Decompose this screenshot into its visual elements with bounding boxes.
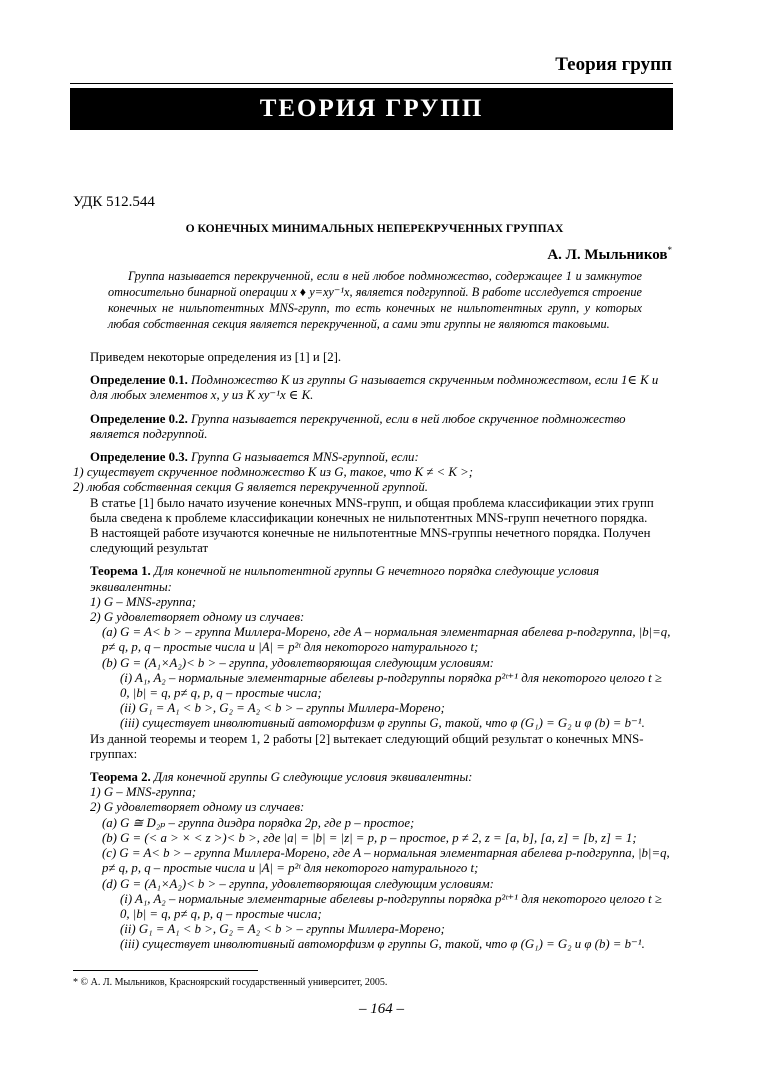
definition-0-2 [90, 412, 673, 442]
definition-label: Определение 0.3. [90, 450, 188, 465]
header-rule [70, 83, 673, 84]
theorem-line: (ii) G₁ = A₁ < b >, G₂ = A₂ < b > – группы Миллера-Морено; [120, 701, 445, 716]
theorem-line: (i) A₁, A₂ – нормальные элементарные абелевы p-подгруппы порядка p²ᵗ⁺¹ для некоторого целого t ≥ 0, |b| = q, p≠ q, p, q – простые числа; [120, 891, 662, 921]
author-footnote-mark: * [667, 245, 672, 255]
section-banner: ТЕОРИЯ ГРУПП [70, 88, 673, 130]
article-title: О КОНЕЧНЫХ МИНИМАЛЬНЫХ НЕПЕРЕКРУЧЕННЫХ ГРУППАХ [185, 222, 564, 235]
theorem-1 [90, 564, 673, 594]
theorem-text: Для конечной группы G следующие условия эквивалентны: [153, 770, 473, 785]
definition-text: Группа G называется MNS-группой, если: [191, 450, 419, 465]
theorem-label: Теорема 2. [90, 770, 151, 785]
running-header: Теория групп [555, 54, 672, 75]
paragraph: В статье [1] было начато изучение конечных MNS-групп, и общая проблема классификации этих групп была сведена к проблеме классификации конечных не нильпотентных MNS-групп нечетного порядка. [90, 495, 654, 525]
theorem-line: (d) G = (A₁×A₂)< b > – группа, удовлетворяющая следующим условиям: [102, 876, 494, 891]
theorem-2 [90, 770, 673, 785]
paragraph: В настоящей работе изучаются конечные не нильпотентные MNS-группы нечетного порядка. Получен следующий результат [90, 526, 651, 556]
theorem-label: Теорема 1. [90, 564, 151, 579]
theorem-line: (a) G = A< b > – группа Миллера-Морено, где A – нормальная элементарная абелева p-подгруппа, |b|=q, p≠ q, p, q – простые числа и |A| = p²ᵗ для некоторого натурального t; [102, 625, 671, 655]
author-name: А. Л. Мыльников [547, 247, 668, 263]
paragraph: Из данной теоремы и теорем 1, 2 работы [2] вытекает следующий общий результат о конечных MNS-группах: [90, 731, 644, 761]
theorem-line: (a) G ≅ D₂ₚ – группа диэдра порядка 2p, где p – простое; [102, 815, 415, 830]
abstract: Группа называется перекрученной, если в ней любое подмножество, содержащее 1 и замкнутое относительно бинарной операции x ♦ y=xy⁻¹x, является подгруппой. В работе исследуется строение конечных не нильпотентных MNS-групп, то есть конечных не нильпотентных групп, у которых любая собственная секция является перекрученной, а сами эти группы не являются таковыми. [108, 269, 642, 331]
theorem-line: (iii) существует инволютивный автоморфизм φ группы G, такой, что φ (G₁) = G₂ и φ (b) = b⁻¹. [120, 716, 645, 731]
intro-paragraph: Приведем некоторые определения из [1] и [2]. [90, 350, 342, 364]
footnote-rule [73, 970, 258, 971]
theorem-line: (b) G = (A₁×A₂)< b > – группа, удовлетворяющая следующим условиям: [102, 655, 494, 670]
theorem-line: (ii) G₁ = A₁ < b >, G₂ = A₂ < b > – группы Миллера-Морено; [120, 922, 445, 937]
udc-code: УДК 512.544 [73, 194, 155, 210]
theorem-text: Для конечной не нильпотентной группы G нечетного порядка следующие условия эквивалентны: [90, 564, 600, 594]
definition-0-3 [90, 450, 673, 465]
author [547, 245, 672, 264]
theorem-line: 1) G – MNS-группа; [90, 594, 197, 609]
page-number: – 164 – [359, 1001, 404, 1017]
article-body [73, 350, 673, 953]
definition-label: Определение 0.2. [90, 411, 188, 426]
definition-0-1 [90, 373, 673, 403]
theorem-line: (iii) существует инволютивный автоморфизм φ группы G, такой, что φ (G₁) = G₂ и φ (b) = b⁻¹. [120, 937, 645, 952]
footnote: * © А. Л. Мыльников, Красноярский государственный университет, 2005. [73, 977, 388, 988]
definition-item: 1) существует скрученное подмножество K из G, такое, что K ≠ < K >; [73, 465, 474, 480]
definition-text: Группа называется перекрученной, если в ней любое скрученное подмножество является подгруппой. [90, 411, 626, 441]
theorem-line: 2) G удовлетворяет одному из случаев: [90, 800, 305, 815]
theorem-line: (i) A₁, A₂ – нормальные элементарные абелевы p-подгруппы порядка p²ᵗ⁺¹ для некоторого целого t ≥ 0, |b| = q, p≠ q, p, q – простые числа; [120, 670, 662, 701]
theorem-line: 2) G удовлетворяет одному из случаев: [90, 610, 305, 625]
theorem-line: (c) G = A< b > – группа Миллера-Морено, где A – нормальная элементарная абелева p-подгруппа, |b|=q, p≠ q, p, q – простые числа и |A| = p²ᵗ для некоторого натурального t; [102, 846, 670, 876]
definition-item: 2) любая собственная секция G является перекрученной группой. [73, 480, 428, 495]
definition-label: Определение 0.1. [90, 373, 188, 388]
theorem-line: (b) G = (< a > × < z >)< b >, где |a| = |b| = |z| = p, p – простое, p ≠ 2, z = [a, b], [a, z] = [b, z] = 1; [102, 830, 637, 845]
definition-text: Подмножество K из группы G называется скрученным подмножеством, если 1∈ K и для любых элементов x, y из K xy⁻¹x ∈ K. [90, 373, 659, 403]
theorem-line: 1) G – MNS-группа; [90, 785, 197, 800]
